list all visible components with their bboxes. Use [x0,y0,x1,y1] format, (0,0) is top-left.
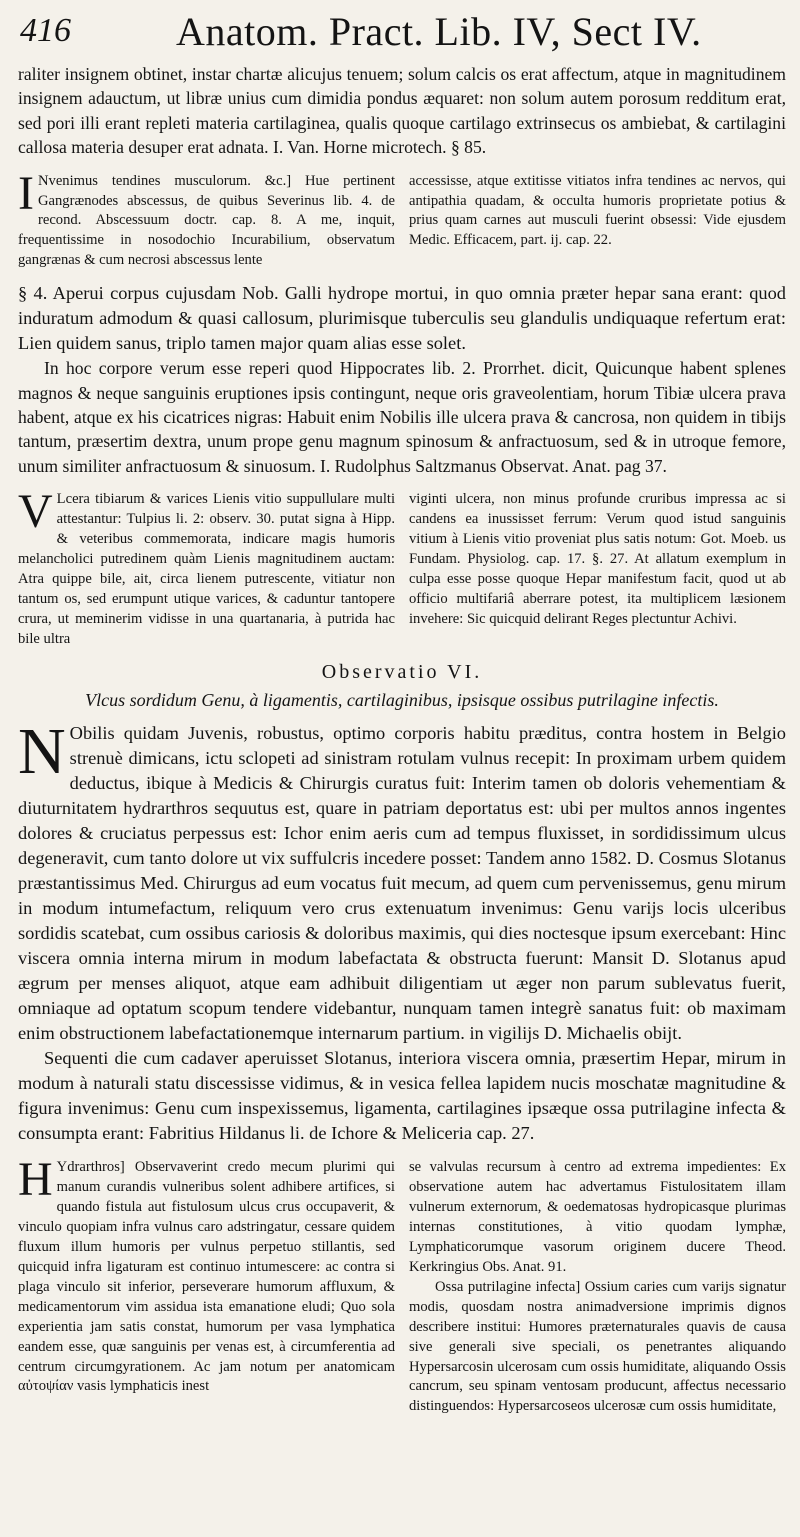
drop-cap: V [18,485,53,539]
body-paragraph-2: § 4. Aperui corpus cujusdam Nob. Galli hydrope mortui, in quo omnia præter hepar sana erant: quod induratum admodum & quasi callosum, plurimisque tuberculis seu glandulis undiquaque refertum erat: Lien quidem sanus, triplo tamen major quam alias esse solet. [18,283,786,354]
commentary-2-right-text: viginti ulcera, non minus profunde cruribus impressa ac si candens ea inussisset ferrum: Verum quod istud sanguinis vitium à Lienis vitio proveniat plus satis notum: Got. Moeb. us Fundam. Physiolog. cap. 17. §. 27. At allatum exemplum in culpa esse posse quoque Hepar manifestum facit, quod ut ab officio multifariâ aberrare potest, ita multiplicem læsionem invehere: Sic quicquid delirant Reges plectuntur Achivi. [409,491,786,627]
commentary-1-left [18,166,395,272]
body-paragraph-4-text: Obilis quidam Juvenis, robustus, optimo corporis habitu præditus, contra hostem in Belgio strenuè dimicans, ictu sclopeti ad sinistram rotulam vulnus recepit: In proximam urbem quidem deductus, ibique à Medicis & Chirurgis curatus fuit: Interim tamen ob doloris vehementiam & diuturnitatem hydrarthros sequutus est, quare in patriam deportatus est: ubi per multos annos ingentes dolores & cruciatus perpessus est: Ichor enim aeris cum ad tempus fluxisset, in sordidissimum ulcus degeneravit, cum tanto dolore ut vix suffulcris incedere posset: Tandem anno 1582. D. Cosmus Slotanus præstantissimus Med. Chirurgus ad eum vocatus fuit mecum, ad quem cum pervenissemus, genu mirum in modum intumefactum, reliquum vero crus extenuatum invenimus: Genu varijs locis ulceribus sordidis scatebat, cum ossibus cariosis & doloribus maximis, qui dies noctesque ipsum exercebant: Hinc viscera omnia interna mirum in modum labefactata & obstructa fuerunt: Mansit D. Slotanus apud ægrum per menses aliquot, atque eam adhibuit diligentiam ut æger non parum sublevatus fuerit, omniaque ad optatum scopum tendere videbantur, nunquam tamen integrè sanatus fuit: ob maximam enim obstructionem labefactationemque internarum partium. in vigilijs D. Michaelis obijt. [18,723,786,1044]
commentary-3-left [18,1153,395,1417]
body-paragraph-4 [18,715,786,1046]
body-paragraph-5: Sequenti die cum cadaver aperuisset Slotanus, interiora viscera omnia, præsertim Hepar, mirum in modum à naturali statu discessisse vidimus, & in vesica fellea lapidem nucis moschatæ magnitudine & figura invenimus: Genu cum inspexissemus, ligamenta, cartilagines ipsæque ossa putrilagine infecta & consumpta erant: Fabritius Hildanus li. de Ichore & Meliceria cap. 27. [18,1048,786,1144]
drop-cap: N [18,715,66,789]
page [18,0,786,1537]
commentary-2-right [409,490,786,649]
page-number: 416 [20,12,71,49]
commentary-1-right [409,172,786,272]
body-paragraph-3: In hoc corpore verum esse reperi quod Hippocrates lib. 2. Prorrhet. dicit, Quicunque habent splenes magnos & neque sanguinis eruptiones ipsis contingunt, neque oris graveolentiam, horum Tibiæ ulcera prava habent, atque ex his cicatrices nigras: Habuit enim Nobilis ille ulcera prava & cancrosa, non quidem in tibijs tantum, præsertim dextra, unum prope genu magnum spinosum & anfractuosum, sed & in utroque femore, unum similiter anfractuosum & sinuosum. I. Rudolphus Saltzmanus Observat. Anat. pag 37. [18,358,786,476]
drop-cap: I [18,166,34,220]
commentary-1 [18,166,786,272]
commentary-1-right-text: accessisse, atque extitisse vitiatos infra tendines ac nervos, qui antipathia quadam, & occulta humoris proprietate potius & prius quam carnes aut musculi fuerint obsessi: Vide ejusdem Medic. Efficacem, part. ij. cap. 22. [409,172,786,249]
drop-cap: H [18,1153,53,1207]
commentary-3-right-text-1: se valvulas recursum à centro ad extrema impedientes: Ex observatione autem hac advertamus Fistulositatem illam vulnerum externorum, & oedematosas hydropicasque plurimas internas constitutiones, à vitio quodam lymphæ, Lymphaticorumque vasorum originem ducere Theod. Kerkringius Obs. Anat. 91. [409,1159,786,1275]
commentary-2-left-text: Lcera tibiarum & varices Lienis vitio suppullulare multi attestantur: Tulpius li. 2: observ. 30. putat signa à Hipp. & veteribus commemorata, indicare magis humoris melancholici putredinem quàm Lienis magnitudinem auctam: Atra quippe bile, ait, circa lienem putrescente, vitiatur non tantum os, sed erumpunt utique varices, & caduntur tantopere crura, ut meminerim vidisse in una quartanaria, à putrida hac bile ultra [18,491,395,647]
body-paragraph-1: raliter insignem obtinet, instar chartæ alicujus tenuem; solum calcis os erat affectum, atque in magnitudinem insignem adauctum, ut libræ unius cum dimidia pondus æquaret: non solum autem porosum redditum erat, sed pori illi erant repleti materia cartilaginea, qualis quoque cartilago extrinsecus os ambiebat, & cartilagini callosa materia desuper erat adnata. I. Van. Horne microtech. § 85. [18,64,786,158]
observation-heading: Observatio VI. [321,661,483,684]
observation-subtitle: Vlcus sordidum Genu, à ligamentis, cartilaginibus, ipsisque ossibus putrilagine infectis. [85,690,719,711]
commentary-3-right-text-2: Ossa putrilagine infecta] Ossium caries cum varijs signatur modis, quosdam nostra animadversione imprimis dignos describere institui: Humores præternaturales quavis de causa sive generali sive speciali, os penetrantes aliquando Hypersarcosin ulcerosam cum ossis humiditate, aliquando Ossis cancrum, seu spinam ventosam producunt, affectus necessario distinguendos: Hypersarcoseos ulcerosæ cum ossis humiditate, [409,1278,786,1415]
commentary-2-left [18,485,395,649]
commentary-1-left-text: Nvenimus tendines musculorum. &c.] Hue pertinent Gangrænodes abscessus, de quibus Severinus lib. 4. de recond. Abscessuum doctr. cap. 8. A me, inquit, frequentissime in nosodochio Incurabilium, observatum gangrænas & cum necrosi abscessus lente [18,172,395,269]
running-title: Anatom. Pract. Lib. IV, Sect IV. [176,9,702,54]
commentary-2 [18,485,786,649]
commentary-3 [18,1153,786,1417]
commentary-3-left-text: Ydrarthros] Observaverint credo mecum plurimi qui manum curandis vulneribus solent adhibere artifices, si quando fistula aut fistulosum ulcus crus occupaverit, & vinculo quopiam infra vulnus caro adstringatur, cessare quidem fluxum illum humoris per vulnus perpetuo stillantis, sed quicquid infra ligaturam est continuo intumescere: ac contra si plaga vinculo sit inferior, perseverare humorum affluxum, & medicamentorum vim assidua ista emanatione eludi; Quo sola experientia jam satis constat, humorum per vasa lymphatica eandem esse, quæ sanguinis per venas est, à circumferentia ad centrum circumgyrationem. Ac jam notum per anatomicam αὐτοψίαν vasis lymphaticis inest [18,1159,395,1395]
commentary-3-right [409,1158,786,1417]
running-header [18,0,786,62]
